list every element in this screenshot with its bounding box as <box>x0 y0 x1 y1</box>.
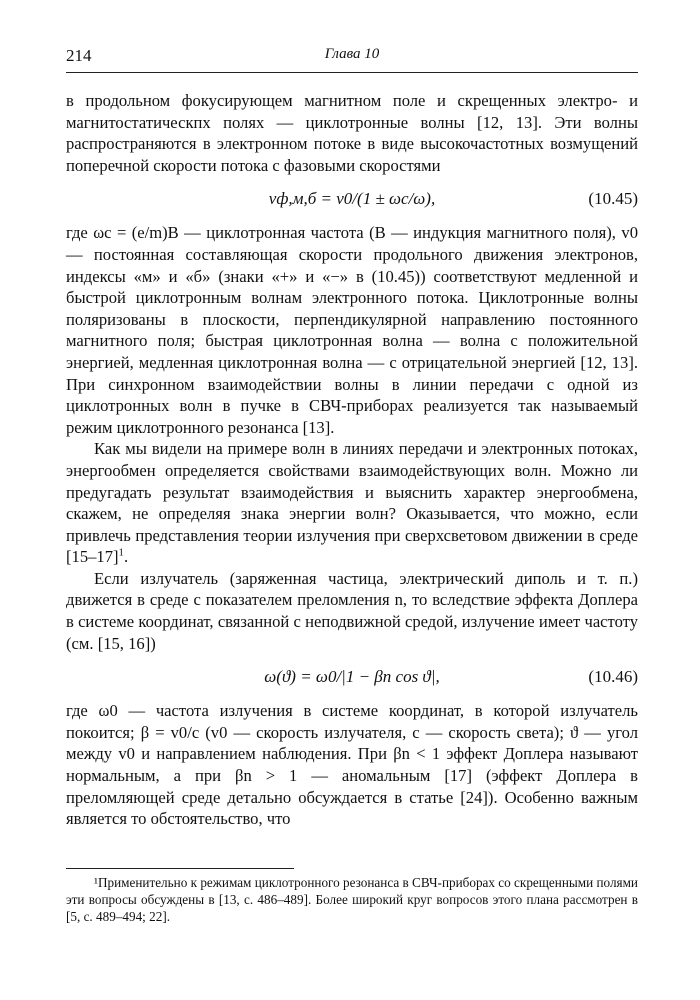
footnote-marker: 1 <box>118 546 124 559</box>
main-text <box>66 90 638 830</box>
running-head: Глава 10 <box>324 46 380 62</box>
footnote-divider <box>66 868 294 869</box>
page-header <box>66 44 638 73</box>
equation-formula: ω(ϑ) = ω0/|1 − βn cos ϑ|, <box>264 667 440 687</box>
equation-number: (10.46) <box>588 667 638 687</box>
paragraph: Если излучатель (заряженная частица, электрический диполь и т. п.) движется в среде с показателем преломления n, то вследствие эффекта Доплера в системе координат, связанной с неподвижной средой, излучение имеет частоту (см. [15, 16]) <box>66 568 638 653</box>
paragraph: в продольном фокусирующем магнитном поле и скрещенных электро- и магнитостатическпх полях — циклотронные волны [12, 13]. Эти волны распространяются в электронном потоке в виде высокочастотных возмущений поперечной скорости потока с фазовыми скоростями <box>66 91 638 175</box>
equation-number: (10.45) <box>588 189 638 209</box>
equation-10-46 <box>66 654 638 700</box>
page-number: 214 <box>66 46 92 65</box>
paragraph: где ω0 — частота излучения в системе координат, в которой излучатель покоится; β = v0/c (v0 — скорость излучателя, c — скорость света); ϑ — угол между v0 и направлением наблюдения. При βn < 1 эффект Доплера называют нормальным, а при βn > 1 — аномальным [17] (эффект Доплера в преломляющей среде детально обсуждается в статье [24]). Особенно важным является то обстоятельство, что <box>66 701 638 829</box>
equation-formula: vф,м,б = v0/(1 ± ωc/ω), <box>268 189 436 209</box>
paragraph-text: Как мы видели на примере волн в линиях передачи и электронных потоках, энергообмен определяется свойствами взаимодействующих волн. Можно ли предугадать результат взаимодействия и выяснить характер энергообмена, скажем, не определяя знака энергии волн? Оказывается, что можно, если привлечь представления теории излучения при сверхсветовом движении в среде [15–17] <box>66 439 638 567</box>
paragraph: где ωc = (e/m)B — циклотронная частота (B — индукция магнитного поля), v0 — постоянная составляющая скорости продольного движения электронов, индексы «м» и «б» (знаки «+» и «−» в (10.45)) соответствуют медленной и быстрой циклотронным волнам электронного потока. Циклотронные волны поляризованы в плоскости, перпендикулярной направлению постоянного магнитного поля; быстрая циклотронная волна — волна с положительной энергией, медленная циклотронная волна — с отрицательной энергией [12, 13]. При синхронном взаимодействии волны в линии передачи с одной из циклотронных волн в пучке в СВЧ-приборах реализуется так называемый режим циклотронного резонанса [13]. <box>66 223 638 437</box>
paragraph: Как мы видели на примере волн в линиях передачи и электронных потоках, энергообмен определяется свойствами взаимодействующих волн. Можно ли предугадать результат взаимодействия и выяснить характер энергообмена, скажем, не определяя знака энергии волн? Оказывается, что можно, если привлечь представления теории излучения при сверхсветовом движении в среде $[15-17]^1$. <box>66 439 638 567</box>
equation-10-45 <box>66 176 638 222</box>
footnote: ¹Применительно к режимам циклотронного резонанса в СВЧ-приборах со скрещенными полями эти вопросы обсуждены в [13, с. 486–489]. Более широкий круг вопросов этого плана рассмотрен в [5, с. 489–494; 22]. <box>66 875 638 925</box>
